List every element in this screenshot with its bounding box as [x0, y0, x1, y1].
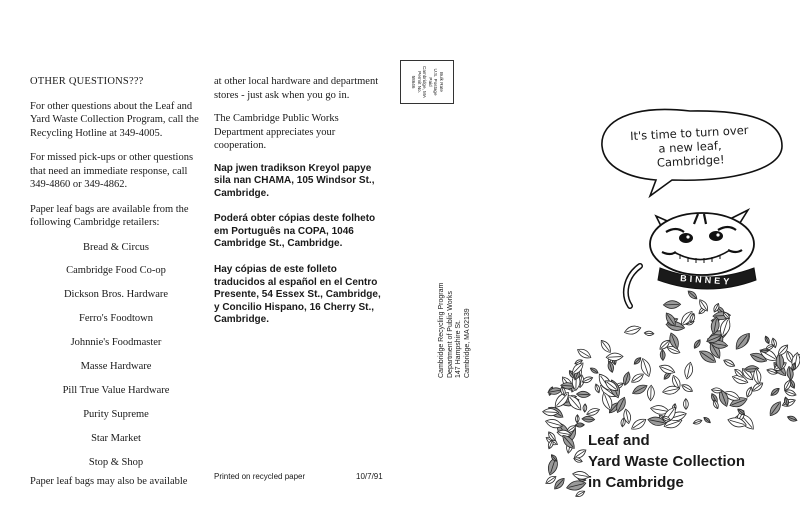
return-address-line: Cambridge, MA 02139: [463, 308, 471, 378]
leaf-shape: [644, 331, 654, 336]
leaf-shape: [703, 416, 712, 424]
permit-line: Bulk Rate: [438, 72, 444, 92]
permit-line: Permit No.: [416, 71, 422, 93]
retailer-item: Dickson Bros. Hardware: [63, 289, 169, 301]
retailer-item: Cambridge Food Co-op: [66, 265, 166, 277]
return-address-line: 147 Hampshire St.: [455, 320, 463, 378]
leaf-shape: [594, 383, 601, 393]
portuguese-notice: Poderá obter cópias deste folheto em Português na COPA, 1046 Cambridge St., Cambridge.: [214, 213, 376, 250]
speech-line: Cambridge!: [656, 152, 725, 170]
leaf-shape: [693, 418, 703, 425]
leaf-shape: [683, 399, 688, 410]
other-questions-heading: OTHER QUESTIONS???: [30, 76, 144, 87]
return-address-line: Cambridge Recycling Program: [438, 282, 445, 378]
collar-tag: BINNEY: [679, 273, 733, 287]
leaf-shape: [575, 415, 579, 423]
continued-text: Paper leaf bags may also be available: [30, 476, 188, 487]
speech-line: a new leaf,: [658, 138, 722, 156]
retailer-item: Star Market: [91, 432, 141, 444]
leaf-shape: [787, 415, 798, 423]
missed-pickups-paragraph: For missed pick-ups or other questions that need an immediate response, call 349-4860 or 349-4862.: [30, 152, 194, 190]
leaf-shape: [576, 391, 590, 398]
return-address-line: Department of Public Works: [446, 290, 454, 378]
leaf-shape: [722, 358, 735, 369]
leaf-shape: [683, 361, 694, 379]
leaf-shape: [576, 347, 593, 361]
retailer-item: Ferro's Foodtown: [79, 313, 153, 325]
speech-line: It's time to turn over: [629, 122, 749, 144]
speech-bubble-text: [615, 122, 765, 172]
cover-title-line: in Cambridge: [588, 474, 684, 491]
leaf-shape: [623, 324, 641, 336]
leaf-shape: [680, 383, 693, 394]
spanish-notice: Hay cópias de este folleto traducidos al español en el Centro Presente, 54 Essex St., Cambridge, y Concilio Hispano, 16 Cherry St., Cambridge.: [214, 264, 381, 326]
retailer-item: Bread & Circus: [83, 241, 149, 253]
leaf-shape: [769, 387, 780, 398]
thanks-text: The Cambridge Public Works Department appreciates your cooperation.: [214, 113, 339, 151]
leaf-shape: [575, 423, 584, 427]
leaf-shape: [599, 338, 613, 354]
cover-title: [588, 430, 788, 493]
hotline-paragraph: For other questions about the Leaf and Yard Waste Collection Program, call the Recycling Hotline at 349-4005.: [30, 100, 199, 139]
leaf-shape: [589, 366, 599, 374]
permit-line: 58646: [410, 75, 416, 89]
kreyol-notice: Nap jwen tradikson Kreyol papye sila nan CHAMA, 105 Windsor St., Cambridge.: [214, 162, 375, 199]
cover-title-line: Yard Waste Collection: [588, 453, 745, 470]
cover-title-line: Leaf and: [588, 432, 650, 449]
print-date: 10/7/91: [356, 472, 383, 481]
leaf-shape: [630, 371, 645, 384]
continuation-text: at other local hardware and department stores - just ask when you go in.: [214, 76, 379, 101]
retailer-item: Stop & Shop: [88, 456, 144, 468]
permit-line: Cambridge, MA: [422, 66, 427, 98]
retailer-item: Masse Hardware: [80, 360, 152, 372]
leaf-shape: [586, 407, 601, 418]
retailer-item: Pill True Value Hardware: [62, 384, 170, 396]
leaf-shape: [582, 416, 595, 422]
leaf-shape: [583, 404, 587, 412]
leaf-shape: [663, 300, 680, 308]
leaf-shape: [692, 339, 701, 350]
leaf-shape: [660, 349, 665, 360]
permit-line: Paid: [427, 77, 433, 87]
leaf-shape: [631, 382, 649, 396]
permit-line: U.S. Postage: [433, 68, 439, 96]
leaf-shape: [767, 399, 783, 417]
leaf-shape: [647, 385, 654, 401]
leaf-shape: [575, 489, 586, 498]
leaf-shape: [633, 356, 642, 365]
leaf-bags-paragraph: Paper leaf bags are available from the following Cambridge retailers:: [30, 203, 189, 228]
leaf-shape: [686, 289, 698, 301]
retailer-item: Purity Supreme: [83, 408, 149, 420]
recycled-paper-note: Printed on recycled paper: [214, 472, 306, 481]
retailer-item: Johnnie's Foodmaster: [70, 337, 162, 349]
leaf-shape: [745, 386, 754, 398]
leaf-shape: [764, 335, 771, 344]
